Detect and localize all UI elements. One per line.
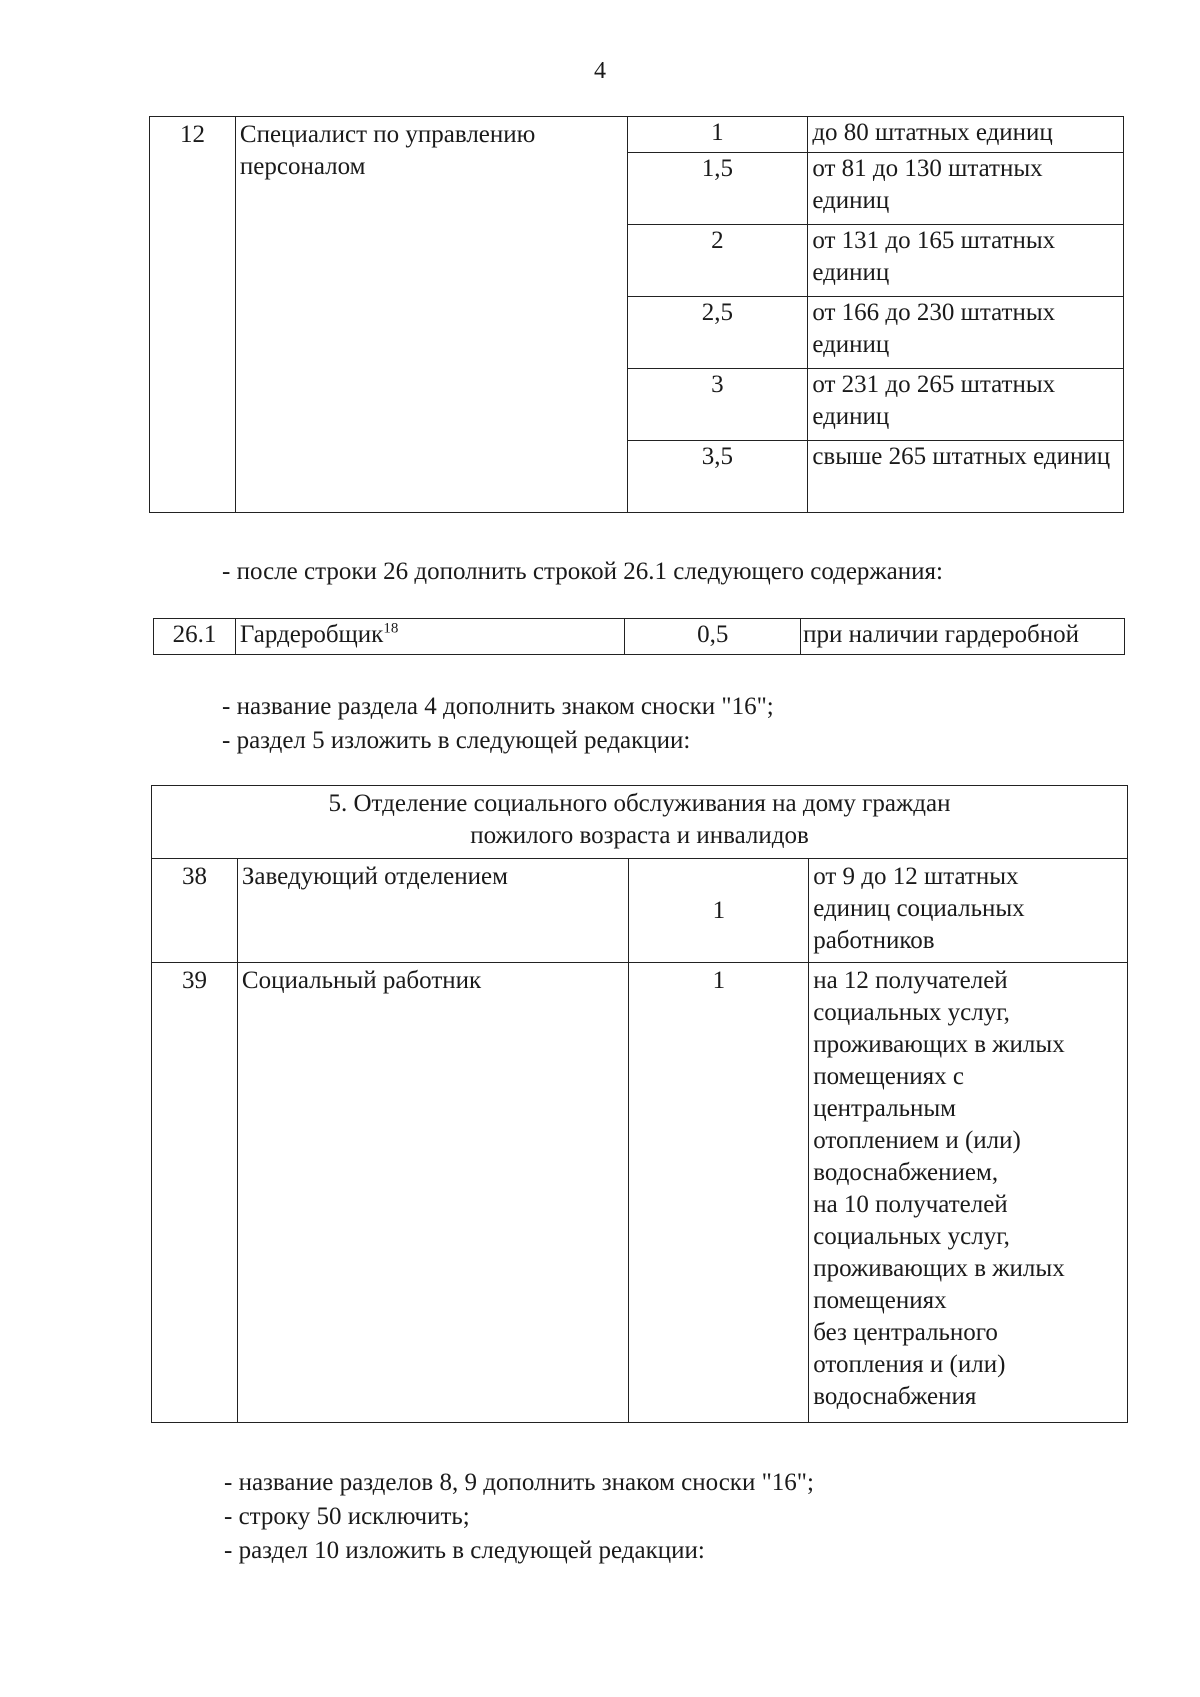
footnote-mark: 18 bbox=[383, 620, 399, 637]
section-heading bbox=[152, 786, 1128, 859]
instruction-text: - строку 50 исключить; bbox=[224, 1503, 470, 1530]
staff-quantity: 1 bbox=[629, 963, 809, 1423]
row-number: 26.1 bbox=[154, 619, 236, 655]
instruction-text: - раздел 10 изложить в следующей редакции: bbox=[224, 1537, 705, 1564]
staff-condition: при наличии гардеробной bbox=[801, 619, 1125, 655]
table-row bbox=[150, 117, 1124, 153]
condition-line: социальных услуг, bbox=[813, 1223, 1010, 1250]
page-number: 4 bbox=[594, 58, 606, 84]
position-name: Специалист по управлению персоналом bbox=[235, 117, 627, 513]
staff-table-row-12 bbox=[149, 116, 1124, 513]
staff-condition: от 81 до 130 штатных единиц bbox=[808, 153, 1124, 225]
condition-line: водоснабжением, bbox=[813, 1159, 999, 1186]
table-row bbox=[154, 619, 1125, 655]
staff-quantity: 2 bbox=[627, 225, 808, 297]
condition-line: проживающих в жилых bbox=[813, 1031, 1065, 1058]
condition-line: центральным bbox=[813, 1095, 956, 1122]
staff-condition: от 166 до 230 штатных единиц bbox=[808, 297, 1124, 369]
condition-line: от 9 до 12 штатных bbox=[813, 863, 1019, 890]
staff-quantity: 3 bbox=[627, 369, 808, 441]
condition-line: водоснабжения bbox=[813, 1383, 977, 1410]
row-number: 39 bbox=[152, 963, 238, 1423]
row-number: 12 bbox=[150, 117, 236, 513]
instruction-text: - раздел 5 изложить в следующей редакции: bbox=[222, 727, 691, 754]
staff-quantity: 1 bbox=[629, 859, 809, 963]
condition-line: помещениях с bbox=[813, 1063, 964, 1090]
position-label: Гардеробщик bbox=[239, 621, 384, 648]
staff-condition: от 231 до 265 штатных единиц bbox=[808, 369, 1124, 441]
staff-quantity: 1 bbox=[627, 117, 808, 153]
staff-condition bbox=[809, 859, 1128, 963]
staff-condition bbox=[809, 963, 1128, 1423]
condition-line: проживающих в жилых bbox=[813, 1255, 1065, 1282]
condition-line: помещениях bbox=[813, 1287, 947, 1314]
row-number: 38 bbox=[152, 859, 238, 963]
section-title-line: пожилого возраста и инвалидов bbox=[470, 822, 809, 849]
section-title-line: 5. Отделение социального обслуживания на дому граждан bbox=[328, 790, 951, 817]
section-5-table bbox=[151, 785, 1128, 1423]
table-row bbox=[152, 963, 1128, 1423]
position-name: Заведующий отделением bbox=[237, 859, 629, 963]
condition-line: на 10 получателей bbox=[813, 1191, 1008, 1218]
condition-line: отопления и (или) bbox=[813, 1351, 1006, 1378]
instruction-text: - название разделов 8, 9 дополнить знаком сноски "16"; bbox=[224, 1469, 814, 1496]
condition-line: работников bbox=[813, 927, 935, 954]
staff-table-row-26-1 bbox=[153, 618, 1125, 655]
staff-condition: от 131 до 165 штатных единиц bbox=[808, 225, 1124, 297]
section-heading-row bbox=[152, 786, 1128, 859]
staff-quantity: 1,5 bbox=[627, 153, 808, 225]
table-row bbox=[152, 859, 1128, 963]
staff-quantity: 3,5 bbox=[627, 441, 808, 513]
condition-line: без центрального bbox=[813, 1319, 998, 1346]
staff-quantity: 2,5 bbox=[627, 297, 808, 369]
condition-line: отоплением и (или) bbox=[813, 1127, 1021, 1154]
condition-line: единиц социальных bbox=[813, 895, 1025, 922]
condition-line: социальных услуг, bbox=[813, 999, 1010, 1026]
staff-quantity: 0,5 bbox=[625, 619, 801, 655]
condition-line: на 12 получателей bbox=[813, 967, 1008, 994]
staff-condition: свыше 265 штатных единиц bbox=[808, 441, 1124, 513]
staff-condition: до 80 штатных единиц bbox=[808, 117, 1124, 153]
instruction-text: - название раздела 4 дополнить знаком сноски "16"; bbox=[222, 693, 774, 720]
position-name bbox=[235, 619, 624, 655]
position-name: Социальный работник bbox=[237, 963, 629, 1423]
instruction-text: - после строки 26 дополнить строкой 26.1 следующего содержания: bbox=[222, 558, 943, 585]
